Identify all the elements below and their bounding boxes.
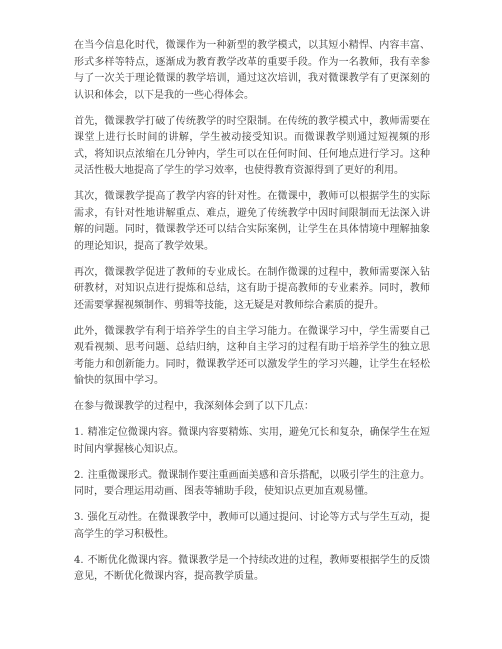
document-body: [74, 38, 430, 595]
list-text: 注重微课形式。微课制作要注重画面美感和音乐搭配，以吸引学生的注意力。同时，要合理运用动画、图表等辅助手段，使知识点更加直观易懂。: [74, 469, 430, 497]
list-number: 1.: [74, 427, 84, 438]
paragraph-fourth: 此外，微课教学有利于培养学生的自主学习能力。在微课学习中，学生需要自己观看视频、思考问题、总结归纳，这种自主学习的过程有助于培养学生的独立思考能力和创新能力。同时，微课教学还可以激发学生的学习兴趣，让学生在轻松愉快的氛围中学习。: [74, 325, 430, 386]
list-item-4: [74, 553, 430, 586]
list-number: 4.: [74, 554, 84, 566]
list-item-1: [74, 425, 430, 458]
paragraph-second: 其次，微课教学提高了教学内容的针对性。在微课中，教师可以根据学生的实际需求，有针对性地讲解重点、难点，避免了传统教学中因时间限制而无法深入讲解的问题。同时，微课教学还可以结合实际案例，让学生在具体情境中理解抽象的理论知识，提高了教学效果。: [74, 191, 430, 252]
list-text: 不断优化微课内容。微课教学是一个持续改进的过程，教师要根据学生的反馈意见，不断优化微课内容，提高教学质量。: [74, 554, 430, 582]
list-item-2: [74, 468, 430, 501]
list-number: 3.: [74, 512, 84, 523]
paragraph-intro: 在当今信息化时代，微课作为一种新型的教学模式，以其短小精悍、内容丰富、形式多样等特点，逐渐成为教育教学改革的重要手段。作为一名教师，我有幸参与了一次关于理论微课的教学培训，通过这次培训，我对微课教学有了更深刻的认识和体会，以下是我的一些心得体会。: [74, 40, 430, 101]
paragraph-list-intro: 在参与微课教学的过程中，我深刻体会到了以下几点：: [74, 401, 314, 412]
list-text: 强化互动性。在微课教学中，教师可以通过提问、讨论等方式与学生互动，提高学生的学习积极性。: [74, 512, 430, 540]
list-item-3: [74, 510, 430, 543]
paragraph-first: 首先，微课教学打破了传统教学的时空限制。在传统的教学模式中，教师需要在课堂上进行长时间的讲解，学生被动接受知识。而微课教学则通过短视频的形式，将知识点浓缩在几分钟内，学生可以在任何时间、任何地点进行学习。这种灵活性极大地提高了学生的学习效率，也使得教育资源得到了更好的利用。: [74, 115, 430, 176]
paragraph-third: 再次，微课教学促进了教师的专业成长。在制作微课的过程中，教师需要深入钻研教材，对知识点进行提炼和总结，这有助于提高教师的专业素养。同时，教师还需要掌握视频制作、剪辑等技能，这无疑是对教师综合素质的提升。: [74, 266, 430, 311]
list-text: 精准定位微课内容。微课内容要精炼、实用，避免冗长和复杂，确保学生在短时间内掌握核心知识点。: [74, 427, 430, 455]
list-number: 2.: [74, 469, 84, 481]
